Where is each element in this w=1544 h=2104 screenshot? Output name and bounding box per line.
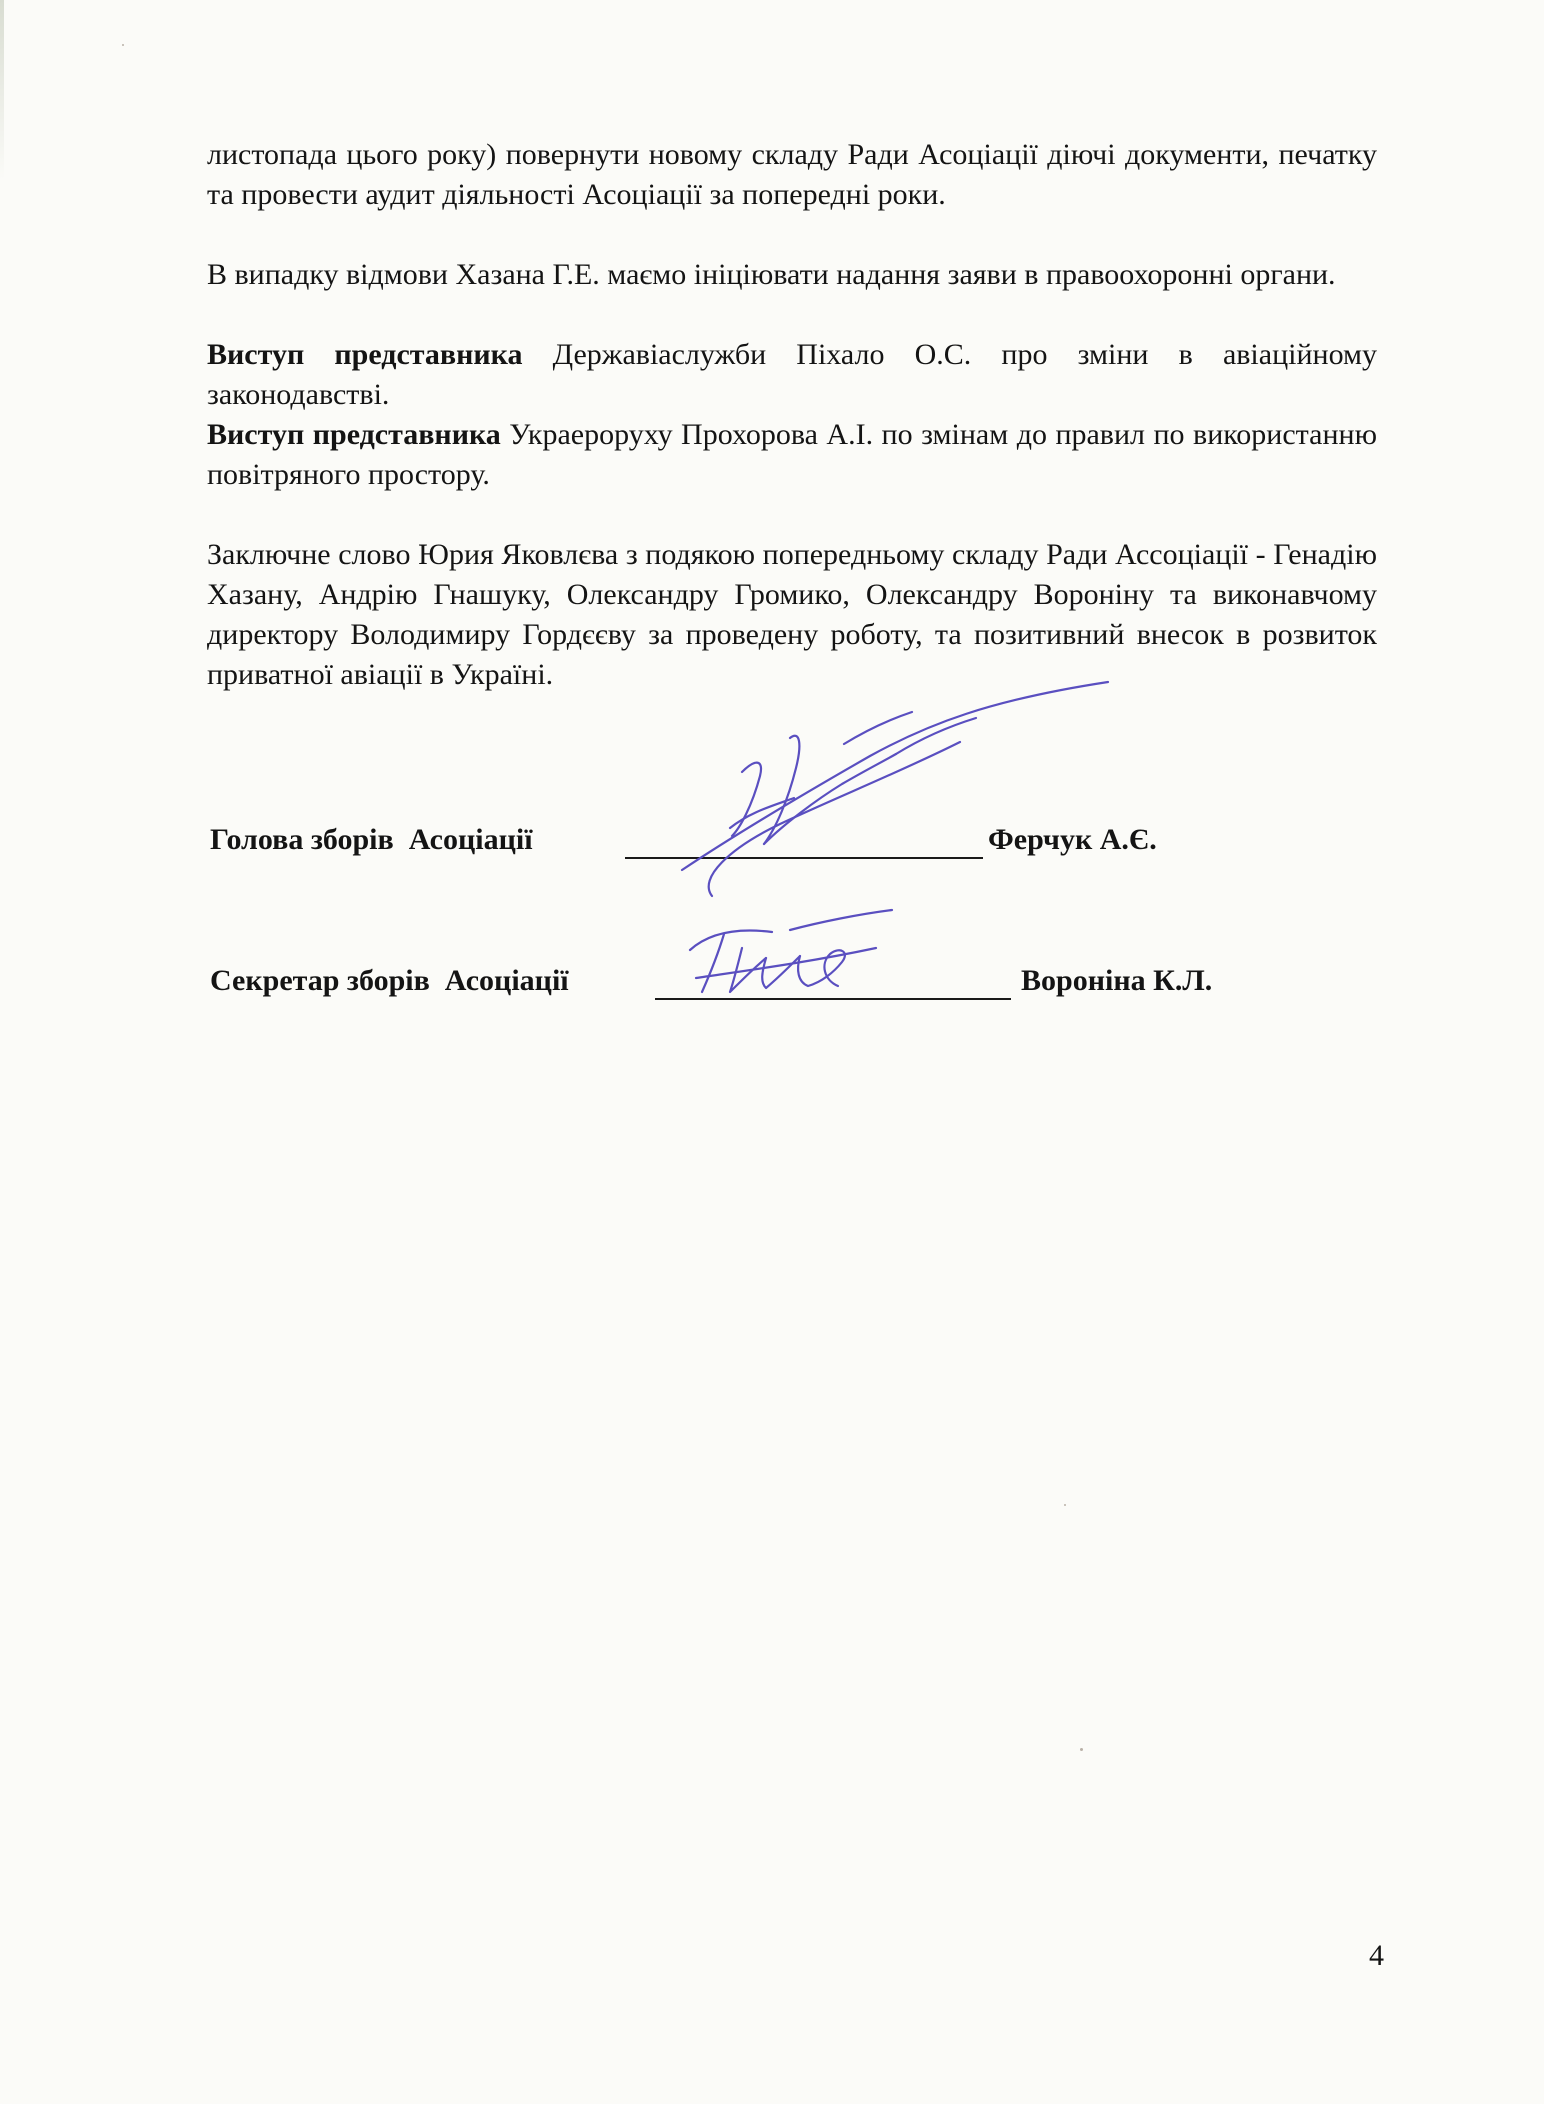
paragraph-text: Державіаслужби Піхало О.С. про зміни в авіаційному законодавстві.: [207, 338, 1377, 411]
secretary-handwritten-signature: [680, 908, 900, 1008]
paragraph-return-documents: [207, 135, 1377, 215]
paragraph-text: В випадку відмови Хазана Г.Е. маємо ініціювати надання заяви в правоохоронні органи.: [207, 258, 1336, 291]
paragraph-closing-remarks: [207, 535, 1377, 695]
paragraph-air-traffic-speech: [207, 415, 1377, 495]
paragraph-text: Украероруху Прохорова А.І. по змінам до правил по використанню повітряного простору.: [207, 418, 1377, 491]
paragraph-heading: Виступ представника: [207, 338, 523, 371]
scan-speck: [1080, 1748, 1083, 1751]
paragraph-refusal-case: [207, 255, 1377, 295]
paragraph-aviation-service-speech: [207, 335, 1377, 415]
paragraph-text: листопада цього року) повернути новому складу Ради Асоціації діючі документи, печатку та провести аудит діяльності Асоціації за попередні роки.: [207, 138, 1377, 211]
document-body: [207, 135, 1377, 695]
secretary-name: Вороніна К.Л.: [1021, 964, 1213, 997]
chair-signature-label: Голова зборів Асоціації: [210, 823, 533, 856]
scan-edge-shadow: [0, 0, 4, 180]
scan-speck: [1064, 1504, 1066, 1506]
chair-name: Ферчук А.Є.: [988, 823, 1157, 856]
chair-handwritten-signature: [660, 688, 1120, 908]
paragraph-heading: Виступ представника: [207, 418, 501, 451]
page-number: 4: [1369, 1939, 1384, 1972]
paragraph-text: Заключне слово Юрия Яковлєва з подякою попередньому складу Ради Ассоціації - Генадію Хазану, Андрію Гнашуку, Олександру Громико, Олександру Вороніну та виконавчому директору Володимиру Гордєєву за проведену роботу, та позитивний внесок в розвиток приватної авіації в Україні.: [207, 538, 1377, 691]
scan-speck: [122, 44, 124, 46]
secretary-signature-label: Секретар зборів Асоціації: [210, 964, 569, 997]
